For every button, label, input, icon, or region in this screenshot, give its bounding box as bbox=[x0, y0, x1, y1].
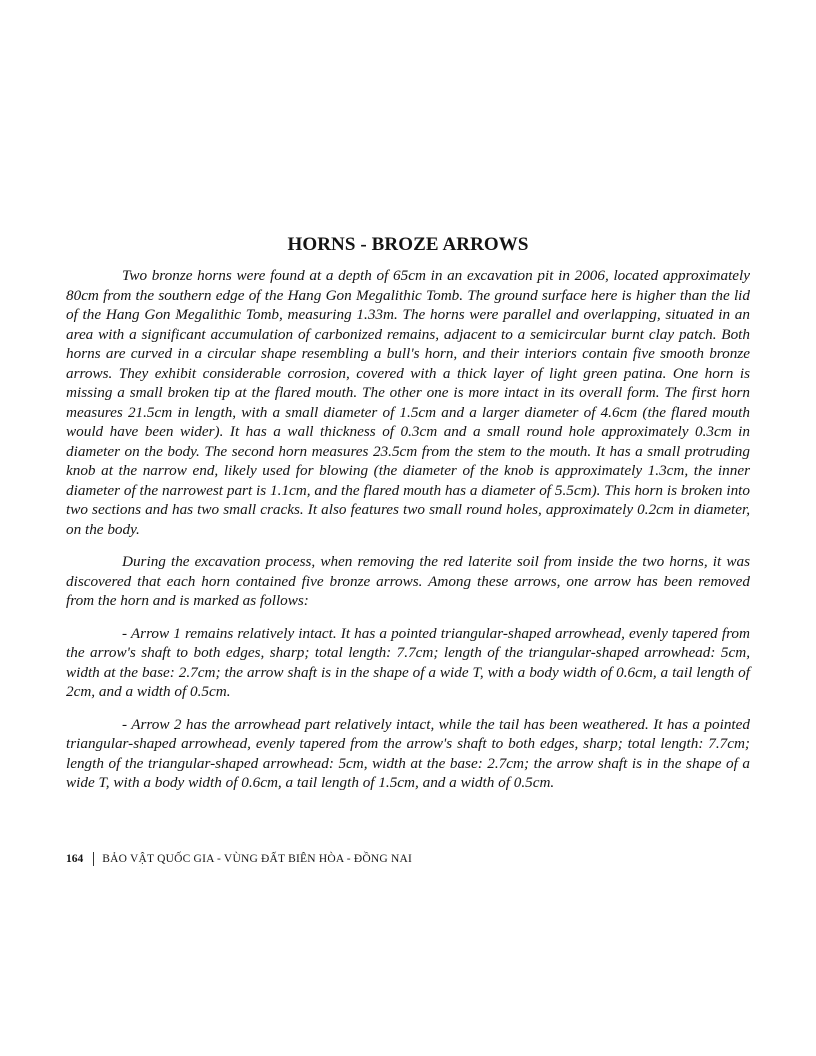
page-number: 164 bbox=[66, 853, 84, 865]
paragraph-arrow-2: - Arrow 2 has the arrowhead part relatively intact, while the tail has been weathered. It has a pointed triangular-shaped arrowhead, evenly tapered from the arrow's shaft to both edges, sharp; total length: 7.7cm; length of the triangular-shaped arrowhead: 5cm, width at the base: 2.7cm; the arrow shaft is in the shape of a wide T, with a body width of 0.6cm, a tail length of 1.5cm, and a width of 0.5cm. bbox=[66, 715, 750, 791]
paragraph-horns-description: Two bronze horns were found at a depth of 65cm in an excavation pit in 2006, located approximately 80cm from the southern edge of the Hang Gon Megalithic Tomb. The ground surface here is higher than the lid of the Hang Gon Megalithic Tomb, measuring 1.33m. The horns were parallel and overlapping, situated in an area with a significant accumulation of carbonized remains, adjacent to a semicircular burnt clay patch. Both horns are curved in a circular shape resembling a bull's horn, and their interiors contain five smooth bronze arrows. They exhibit considerable corrosion, covered with a thick layer of light green patina. One horn is missing a small broken tip at the flared mouth. The other one is more intact in its overall form. The first horn measures 21.5cm in length, with a small diameter of 1.5cm and a larger diameter of 4.6cm (the flared mouth would have been wider). It has a wall thickness of 0.3cm and a small round hole approximately 0.3cm in diameter on the body. The second horn measures 23.5cm from the stem to the mouth. It has a small protruding knob at the narrow end, likely used for blowing (the diameter of the knob is approximately 1.3cm, the inner diameter of the narrowest part is 1.1cm, and the flared mouth has a diameter of 5.5cm). This horn is broken into two sections and has two small cracks. It also features two small round holes, approximately 0.2cm in diameter, on the body. bbox=[66, 267, 750, 538]
body-text bbox=[66, 266, 750, 806]
page-title: HORNS - BROZE ARROWS bbox=[287, 234, 529, 255]
running-title: BẢO VẬT QUỐC GIA - VÙNG ĐẤT BIÊN HÒA - ĐỒNG NAI bbox=[102, 853, 413, 865]
paragraph-arrow-1: - Arrow 1 remains relatively intact. It has a pointed triangular-shaped arrowhead, evenly tapered from the arrow's shaft to both edges, sharp; total length: 7.7cm; length of the triangular-shaped arrowhead: 5cm, width at the base: 2.7cm; the arrow shaft is in the shape of a wide T, with a body width of 0.6cm, a tail length of 2cm, and a width of 0.5cm. bbox=[66, 624, 750, 700]
page-footer bbox=[66, 852, 412, 866]
footer-divider bbox=[93, 852, 94, 866]
paragraph-excavation-process: During the excavation process, when removing the red laterite soil from inside the two horns, it was discovered that each horn contained five bronze arrows. Among these arrows, one arrow has been removed from the horn and is marked as follows: bbox=[66, 553, 750, 609]
